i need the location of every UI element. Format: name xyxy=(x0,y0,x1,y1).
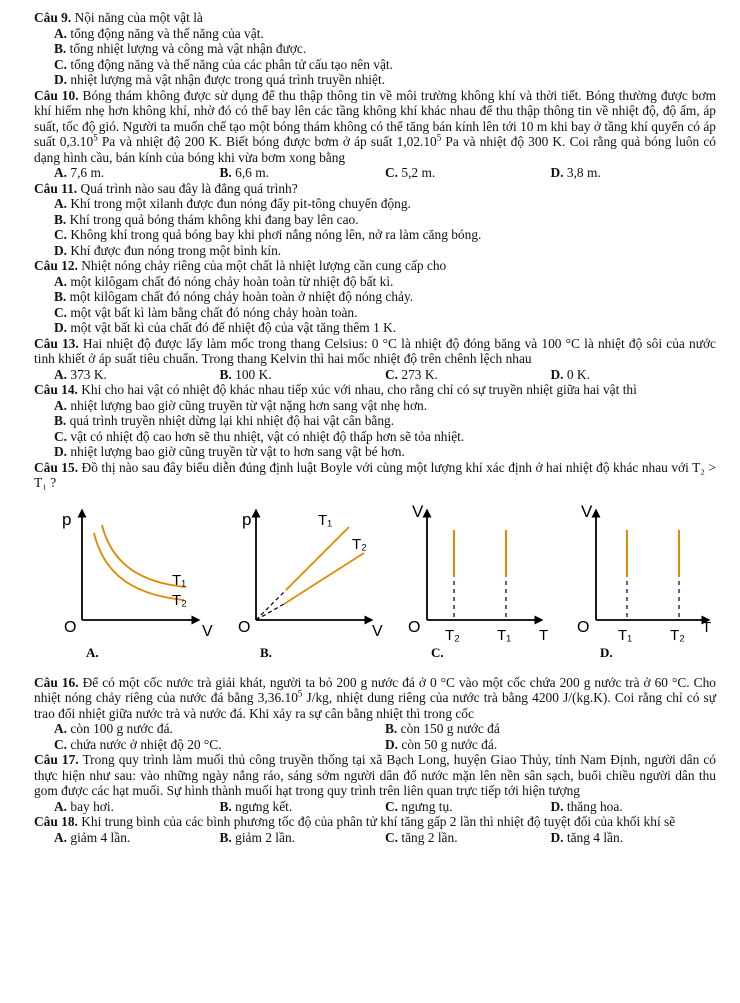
question-text: Khi trung bình của các bình phương tốc độ của phân tử khí tăng gấp 2 lần thì nhiệt độ tuyệt đối của khối khí sẽ xyxy=(77,814,676,829)
question-stem xyxy=(34,336,716,367)
question-number: Câu 16. xyxy=(34,674,79,690)
question-text: Pa và nhiệt độ 200 K. Biết bóng được bơm ở áp suất 1,02.10 xyxy=(97,134,437,149)
option-d[interactable] xyxy=(34,72,716,88)
question-text: Để có một cốc nước trà giải khát, người ta bỏ 200 g nước đá ở 0 °C vào một cốc chứa 200 g nước trà ở 60 °C. Cho nhiệt nóng chảy riêng của nước đá bằng 3,36.10 xyxy=(34,674,716,705)
option-text: nhiệt lượng bao giờ cũng truyền từ vật to hơn sang vật bé hơn. xyxy=(70,444,405,459)
option-letter: A. xyxy=(54,366,68,382)
option-d[interactable] xyxy=(551,165,717,181)
options-row xyxy=(34,830,716,846)
option-a[interactable] xyxy=(34,26,716,42)
option-letter: A. xyxy=(54,397,68,413)
option-letter: B. xyxy=(54,41,67,56)
dashed-extension-t2 xyxy=(256,604,284,620)
option-letter: A. xyxy=(54,829,68,845)
question-text: Bóng thám không được sử dụng để thu thập thông tin về môi trường không khí và thời tiết. Bóng thường được bơm khí hiếm nhẹ hơn không khí, nhờ đó có thể bay lên các tầng không khí khác nhau để thu thập thông tin về nhiệt độ, độ ẩm, áp suất, tốc độ gió. Người ta muốn chế tạo một bóng thám không có thể tăng bán kính lên tới 10 m khi bay ở tầng khí quyển có áp suất 0,3.10 xyxy=(34,87,716,149)
option-text: giảm 2 lần. xyxy=(235,829,296,845)
option-text: tổng động năng và thế năng của các phân tử cấu tạo nên vật. xyxy=(70,56,393,72)
question-stem xyxy=(34,460,716,491)
option-text: tổng nhiệt lượng và công mà vật nhận được. xyxy=(69,41,307,56)
option-text: quá trình truyền nhiệt dừng lại khi nhiệt độ hai vật cân bằng. xyxy=(69,413,395,428)
option-text: Khí trong quả bóng thám không khi đang bay lên cao. xyxy=(69,211,359,227)
axis-label-v: V xyxy=(372,622,383,640)
option-d[interactable] xyxy=(385,737,716,753)
option-d[interactable] xyxy=(34,243,716,259)
option-letter: C. xyxy=(385,798,399,814)
option-text: 273 K. xyxy=(401,366,438,382)
option-text: một vật bất kì của chất đó để nhiệt độ của vật tăng thêm 1 K. xyxy=(70,320,397,335)
option-text: 5,2 m. xyxy=(401,165,436,180)
origin-label: O xyxy=(238,618,251,636)
question-14 xyxy=(34,382,716,460)
option-letter: A. xyxy=(54,196,68,211)
option-b[interactable] xyxy=(34,212,716,228)
option-letter: D. xyxy=(550,165,564,180)
option-text: còn 50 g nước đá. xyxy=(401,736,498,752)
options-row xyxy=(34,799,716,815)
question-number: Câu 11. xyxy=(34,180,78,196)
origin-label: O xyxy=(408,618,421,636)
option-letter: B. xyxy=(219,165,232,180)
option-letter: A. xyxy=(54,165,68,180)
option-b[interactable] xyxy=(220,799,386,815)
option-text: Khí trong một xilanh được đun nóng đẩy pit-tông chuyển động. xyxy=(70,196,411,211)
option-text: ngưng kết. xyxy=(235,798,293,814)
option-letter: B. xyxy=(219,829,232,845)
question-stem xyxy=(34,814,716,830)
option-a[interactable] xyxy=(54,165,220,181)
question-text: Đồ thị nào sau đây biểu diễn đúng định luật Boyle với cùng một lượng khí xác định ở hai nhiệt độ khác nhau với xyxy=(78,459,693,475)
question-10 xyxy=(34,88,716,181)
question-number: Câu 15. xyxy=(34,459,79,475)
graph-c[interactable] xyxy=(408,502,548,660)
option-letter: C. xyxy=(54,56,68,72)
option-c[interactable] xyxy=(34,57,716,73)
label-t1: T₁ xyxy=(318,511,333,529)
option-text: 0 K. xyxy=(566,366,590,382)
option-text: một vật bất kì làm bằng chất đó nóng chảy hoàn toàn. xyxy=(70,304,358,320)
question-text: Nhiệt nóng chảy riêng của một chất là nhiệt lượng cần cung cấp cho xyxy=(77,258,447,273)
graph-d[interactable] xyxy=(577,502,711,660)
option-text: Không khí trong quả bóng bay khi phơi nắng nóng lên, nở ra làm căng bóng. xyxy=(70,227,482,242)
option-letter: C. xyxy=(54,227,68,242)
option-b[interactable] xyxy=(34,41,716,57)
question-stem xyxy=(34,752,716,799)
line-t1 xyxy=(286,527,349,590)
graph-label-c: C. xyxy=(431,644,444,660)
option-text: còn 150 g nước đá xyxy=(400,721,500,736)
origin-label: O xyxy=(577,618,590,636)
option-letter: C. xyxy=(54,736,68,752)
question-stem xyxy=(34,675,716,722)
option-d[interactable] xyxy=(551,799,717,815)
condition-text: T₂ > T₁ ? xyxy=(34,459,717,490)
option-a[interactable] xyxy=(54,799,220,815)
axis-label-v: V xyxy=(581,501,593,521)
option-b[interactable] xyxy=(220,367,386,383)
option-letter: C. xyxy=(385,829,399,845)
option-b[interactable] xyxy=(385,721,716,737)
option-letter: D. xyxy=(550,366,564,382)
option-letter: D. xyxy=(54,320,68,335)
option-b[interactable] xyxy=(220,165,386,181)
option-letter: A. xyxy=(54,25,68,41)
question-number: Câu 18. xyxy=(34,814,78,829)
option-letter: C. xyxy=(54,304,68,320)
option-c[interactable] xyxy=(385,830,551,846)
graph-a[interactable] xyxy=(62,510,213,660)
option-text: một kilôgam chất đó nóng chảy hoàn toàn ở nhiệt độ nóng chảy. xyxy=(69,289,414,304)
origin-label: O xyxy=(64,618,77,636)
tick-label-t1: T₁ xyxy=(618,626,633,644)
graph-label-d: D. xyxy=(600,644,613,660)
graph-options xyxy=(34,495,716,675)
option-b[interactable] xyxy=(34,413,716,429)
option-letter: D. xyxy=(54,72,68,87)
question-stem xyxy=(34,181,716,197)
option-c[interactable] xyxy=(54,737,385,753)
question-15 xyxy=(34,460,716,675)
question-stem xyxy=(34,258,716,274)
tick-label-t2: T₂ xyxy=(445,626,460,644)
graphs-svg xyxy=(34,495,716,675)
option-letter: B. xyxy=(219,366,232,382)
option-text: 6,6 m. xyxy=(235,165,269,180)
option-c[interactable] xyxy=(385,165,551,181)
question-text: Trong quy trình làm muối thủ công truyền thống tại xã Bạch Long, huyện Giao Thủy, tỉnh Nam Định, người dân có thực hiện như sau: vào những ngày nắng ráo, sáng sớm người dân đổ nước mặn lên nền sân sạch, buổi chiều người dân thu gom được các hạt muối. Sự hình thành muối hạt trong quy trình trên liên quan trực tiếp tới hiện tượng xyxy=(34,752,717,798)
option-d[interactable] xyxy=(34,444,716,460)
option-letter: D. xyxy=(550,798,564,814)
question-number: Câu 13. xyxy=(34,335,79,351)
option-b[interactable] xyxy=(34,289,716,305)
exponent: 5 xyxy=(93,132,98,143)
option-d[interactable] xyxy=(551,830,717,846)
question-text: Pa và nhiệt độ 300 K. Coi rằng quả bóng luôn có dạng hình cầu, bán kính của bóng khi vừa bơm xong bằng xyxy=(34,134,716,165)
question-number: Câu 12. xyxy=(34,258,78,273)
option-letter: C. xyxy=(385,165,399,180)
option-text: vật có nhiệt độ cao hơn sẽ thu nhiệt, vật có nhiệt độ thấp hơn sẽ tỏa nhiệt. xyxy=(70,428,465,444)
question-12 xyxy=(34,258,716,336)
option-letter: B. xyxy=(385,721,398,736)
option-text: 373 K. xyxy=(70,366,107,382)
option-letter: D. xyxy=(385,736,399,752)
option-text: ngưng tụ. xyxy=(401,798,453,814)
option-d[interactable] xyxy=(551,367,717,383)
graph-label-b: B. xyxy=(260,644,272,660)
option-letter: C. xyxy=(385,366,399,382)
question-13 xyxy=(34,336,716,383)
option-text: chứa nước ở nhiệt độ 20 °C. xyxy=(70,736,222,752)
line-t2 xyxy=(284,553,364,604)
option-text: nhiệt lượng bao giờ cũng truyền từ vật nặng hơn sang vật nhẹ hơn. xyxy=(70,397,428,413)
options-row xyxy=(34,737,716,753)
option-text: thăng hoa. xyxy=(566,798,623,814)
option-letter: C. xyxy=(54,428,68,444)
option-c[interactable] xyxy=(34,305,716,321)
label-t2: T₂ xyxy=(172,591,187,609)
option-letter: A. xyxy=(54,721,68,736)
graph-label-a: A. xyxy=(86,644,99,660)
question-text: Hai nhiệt độ được lấy làm mốc trong thang Celsius: 0 °C là nhiệt độ đóng băng và 100 °C là nhiệt độ sôi của nước tinh khiết ở áp suất tiêu chuẩn. Trong thang Kelvin thì hai mốc nhiệt độ trên chênh lệch nhau xyxy=(34,335,717,366)
option-a[interactable] xyxy=(54,830,220,846)
label-t2: T₂ xyxy=(352,535,367,553)
question-number: Câu 14. xyxy=(34,382,78,397)
option-letter: D. xyxy=(54,242,68,258)
options-row xyxy=(34,721,716,737)
question-number: Câu 9. xyxy=(34,10,72,25)
option-a[interactable] xyxy=(34,274,716,290)
option-letter: B. xyxy=(219,798,232,814)
question-stem xyxy=(34,88,716,166)
question-text: J/kg, nhiệt dung riêng của nước trà bằng 4200 J/(kg.K). Coi rằng chỉ có sự trao đổi nhiệt giữa nước trà và nước đá. Khi xảy ra sự cân bằng nhiệt thì trong cốc xyxy=(34,690,716,721)
options-row xyxy=(34,165,716,181)
question-text: Khi cho hai vật có nhiệt độ khác nhau tiếp xúc với nhau, cho rằng chỉ có sự truyền nhiệt giữa hai vật thì xyxy=(77,382,637,397)
options-row xyxy=(34,367,716,383)
question-text: Nội năng của một vật là xyxy=(71,10,203,25)
option-letter: D. xyxy=(54,444,68,459)
option-text: còn 100 g nước đá. xyxy=(70,721,173,736)
option-text: tăng 4 lần. xyxy=(566,829,624,845)
question-16 xyxy=(34,675,716,753)
option-c[interactable] xyxy=(385,367,551,383)
option-letter: D. xyxy=(550,829,564,845)
option-letter: A. xyxy=(54,798,68,814)
axis-label-p: p xyxy=(242,509,252,529)
option-b[interactable] xyxy=(220,830,386,846)
option-text: giảm 4 lần. xyxy=(70,829,131,845)
option-text: nhiệt lượng mà vật nhận được trong quá trình truyền nhiệt. xyxy=(70,72,386,87)
question-9 xyxy=(34,10,716,88)
axis-label-p: p xyxy=(62,509,72,529)
axis-label-v: V xyxy=(202,622,213,640)
graph-b[interactable] xyxy=(238,510,383,660)
option-d[interactable] xyxy=(34,320,716,336)
option-a[interactable] xyxy=(54,367,220,383)
option-text: 3,8 m. xyxy=(566,165,601,180)
option-a[interactable] xyxy=(54,721,385,737)
question-11 xyxy=(34,181,716,259)
option-letter: A. xyxy=(54,273,68,289)
axis-label-t: T xyxy=(539,626,549,644)
question-17 xyxy=(34,752,716,814)
exponent: 5 xyxy=(436,132,442,143)
question-text: Quá trình nào sau đây là đẳng quá trình? xyxy=(77,180,298,196)
option-text: Khí được đun nóng trong một bình kín. xyxy=(70,242,282,258)
option-text: tăng 2 lần. xyxy=(401,829,458,845)
label-t1: T₁ xyxy=(172,571,187,589)
question-stem xyxy=(34,10,716,26)
axis-label-v: V xyxy=(412,501,424,521)
option-letter: B. xyxy=(54,289,67,304)
option-letter: B. xyxy=(54,211,67,227)
option-c[interactable] xyxy=(385,799,551,815)
option-c[interactable] xyxy=(34,227,716,243)
question-stem xyxy=(34,382,716,398)
option-a[interactable] xyxy=(34,398,716,414)
tick-label-t1: T₁ xyxy=(497,626,512,644)
exponent: 5 xyxy=(297,688,303,699)
option-text: một kilôgam chất đó nóng chảy hoàn toàn từ nhiệt độ bất kì. xyxy=(70,273,394,289)
option-text: 7,6 m. xyxy=(70,165,105,180)
question-number: Câu 10. xyxy=(34,87,79,103)
tick-label-t2: T₂ xyxy=(670,626,685,644)
axis-label-t: T xyxy=(702,618,712,636)
option-text: bay hơi. xyxy=(70,798,114,814)
option-text: tổng động năng và thế năng của vật. xyxy=(70,25,264,41)
option-text: 100 K. xyxy=(235,366,272,382)
option-letter: B. xyxy=(54,413,67,428)
question-18 xyxy=(34,814,716,845)
option-c[interactable] xyxy=(34,429,716,445)
exam-page xyxy=(34,10,716,845)
option-a[interactable] xyxy=(34,196,716,212)
question-number: Câu 17. xyxy=(34,752,79,767)
